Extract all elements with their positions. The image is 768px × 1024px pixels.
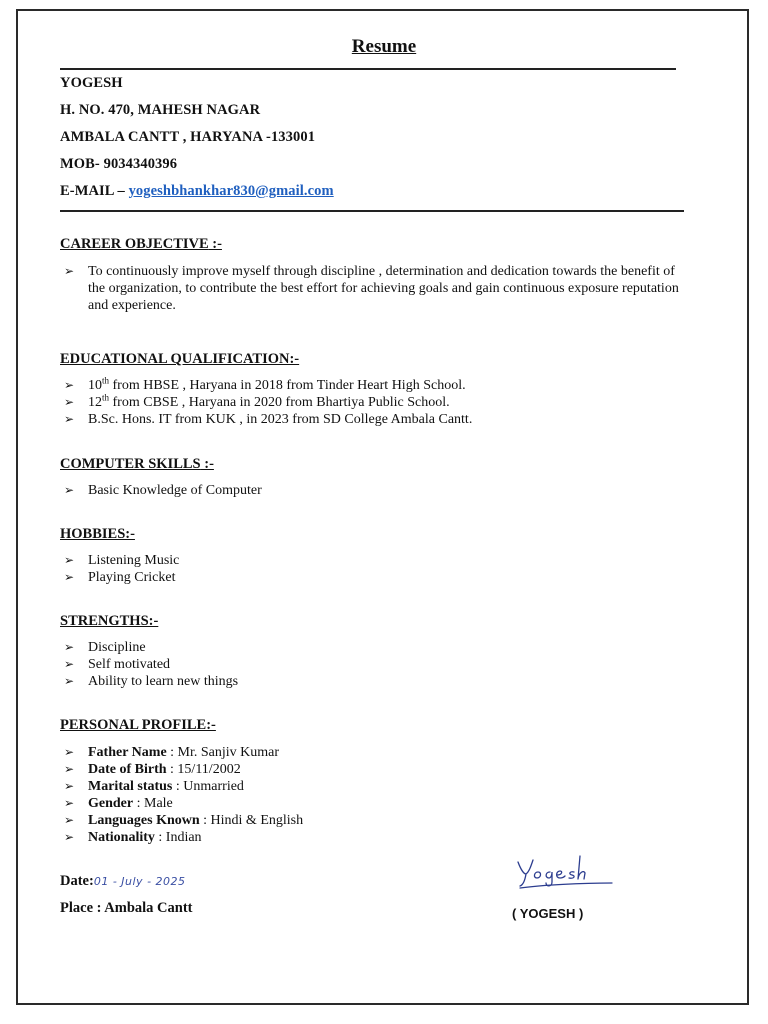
computer-skills-title: COMPUTER SKILLS <box>60 456 201 472</box>
page-title: Resume <box>351 36 417 57</box>
arrow-bullet-icon: ➢ <box>64 378 75 392</box>
list-item <box>60 829 303 846</box>
arrow-bullet-icon: ➢ <box>64 264 75 278</box>
list-item <box>60 639 238 656</box>
personal-profile-list <box>60 744 303 846</box>
list-item <box>60 482 262 499</box>
computer-skills-suffix: :- <box>200 456 214 472</box>
email-link[interactable]: yogeshbhankhar830@gmail.com <box>128 183 334 199</box>
signature <box>512 852 622 897</box>
arrow-bullet-icon: ➢ <box>64 779 75 793</box>
arrow-bullet-icon: ➢ <box>64 640 75 654</box>
address-line-2: AMBALA CANTT , HARYANA -133001 <box>60 129 316 145</box>
profile-value: : Mr. Sanjiv Kumar <box>166 745 280 760</box>
profile-label: Date of Birth <box>88 762 167 777</box>
arrow-bullet-icon: ➢ <box>64 657 75 671</box>
hobby-text: Listening Music <box>88 553 180 568</box>
list-item <box>60 812 303 829</box>
list-item <box>60 377 472 394</box>
handwritten-date: 01 - July - 2025 <box>93 875 186 888</box>
list-item <box>60 569 179 586</box>
list-item <box>60 552 179 569</box>
list-item <box>60 778 303 795</box>
career-objective-suffix: :- <box>208 236 222 252</box>
arrow-bullet-icon: ➢ <box>64 813 75 827</box>
arrow-bullet-icon: ➢ <box>64 796 75 810</box>
computer-skills-list <box>60 482 262 499</box>
edu-detail: from CBSE , Haryana in 2020 from Bhartiya Public School. <box>109 395 450 410</box>
profile-label: Marital status <box>88 779 173 794</box>
email-label: E-MAIL – <box>60 183 129 199</box>
education-heading: EDUCATIONAL QUALIFICATION:- <box>60 351 300 367</box>
career-objective-title: CAREER OBJECTIVE <box>60 236 209 252</box>
header-bottom-rule <box>60 210 684 212</box>
profile-value: : Indian <box>154 830 202 845</box>
hobbies-list <box>60 552 179 586</box>
arrow-bullet-icon: ➢ <box>64 762 75 776</box>
list-item <box>60 795 303 812</box>
date-row <box>60 873 186 890</box>
profile-value: : Male <box>133 796 173 811</box>
handwritten-signature-graphic <box>512 852 622 892</box>
education-list <box>60 377 472 428</box>
edu-grade: 12 <box>88 395 102 410</box>
arrow-bullet-icon: ➢ <box>64 674 75 688</box>
strength-text: Discipline <box>88 640 146 655</box>
profile-label: Gender <box>88 796 134 811</box>
career-objective-text: To continuously improve myself through discipline , determination and dedication towards the benefit of the organization, to contribute the best effort for achieving goals and gain continuous exposure reputation and experience. <box>88 264 679 313</box>
hobby-text: Playing Cricket <box>88 570 176 585</box>
strengths-list <box>60 639 238 690</box>
mobile-number: MOB- 9034340396 <box>60 156 178 172</box>
profile-label: Nationality <box>88 830 155 845</box>
edu-grade-suffix: th <box>102 375 110 386</box>
strengths-heading: STRENGTHS:- <box>60 613 159 629</box>
arrow-bullet-icon: ➢ <box>64 553 75 567</box>
date-label: Date: <box>60 873 94 889</box>
edu-grade-suffix: th <box>102 392 110 403</box>
edu-grade: 10 <box>88 378 102 393</box>
list-item <box>60 394 472 411</box>
list-item <box>60 744 303 761</box>
skill-text: Basic Knowledge of Computer <box>88 483 262 498</box>
address-line-1: H. NO. 470, MAHESH NAGAR <box>60 102 261 118</box>
strength-text: Self motivated <box>88 657 171 672</box>
arrow-bullet-icon: ➢ <box>64 830 75 844</box>
hobbies-heading: HOBBIES:- <box>60 526 135 542</box>
list-item <box>60 411 472 428</box>
candidate-name: YOGESH <box>60 75 123 91</box>
header-top-rule <box>60 68 676 70</box>
arrow-bullet-icon: ➢ <box>64 570 75 584</box>
arrow-bullet-icon: ➢ <box>64 483 75 497</box>
list-item <box>60 263 690 314</box>
signature-name: ( YOGESH ) <box>512 906 584 921</box>
arrow-bullet-icon: ➢ <box>64 745 75 759</box>
list-item <box>60 656 238 673</box>
profile-label: Father Name <box>88 745 167 760</box>
career-objective-heading <box>60 236 222 253</box>
profile-value: : Hindi & English <box>199 813 304 828</box>
personal-profile-heading: PERSONAL PROFILE:- <box>60 717 216 733</box>
arrow-bullet-icon: ➢ <box>64 395 75 409</box>
place-text: Place : Ambala Cantt <box>60 900 193 916</box>
strength-text: Ability to learn new things <box>88 674 239 689</box>
profile-value: : Unmarried <box>172 779 244 794</box>
list-item <box>60 761 303 778</box>
list-item <box>60 673 238 690</box>
edu-detail: B.Sc. Hons. IT from KUK , in 2023 from SD College Ambala Cantt. <box>88 412 473 427</box>
profile-label: Languages Known <box>88 813 200 828</box>
career-objective-list <box>60 263 690 314</box>
computer-skills-heading <box>60 456 214 473</box>
arrow-bullet-icon: ➢ <box>64 412 75 426</box>
edu-detail: from HBSE , Haryana in 2018 from Tinder Heart High School. <box>109 378 466 393</box>
profile-value: : 15/11/2002 <box>166 762 241 777</box>
email-row <box>60 183 334 200</box>
